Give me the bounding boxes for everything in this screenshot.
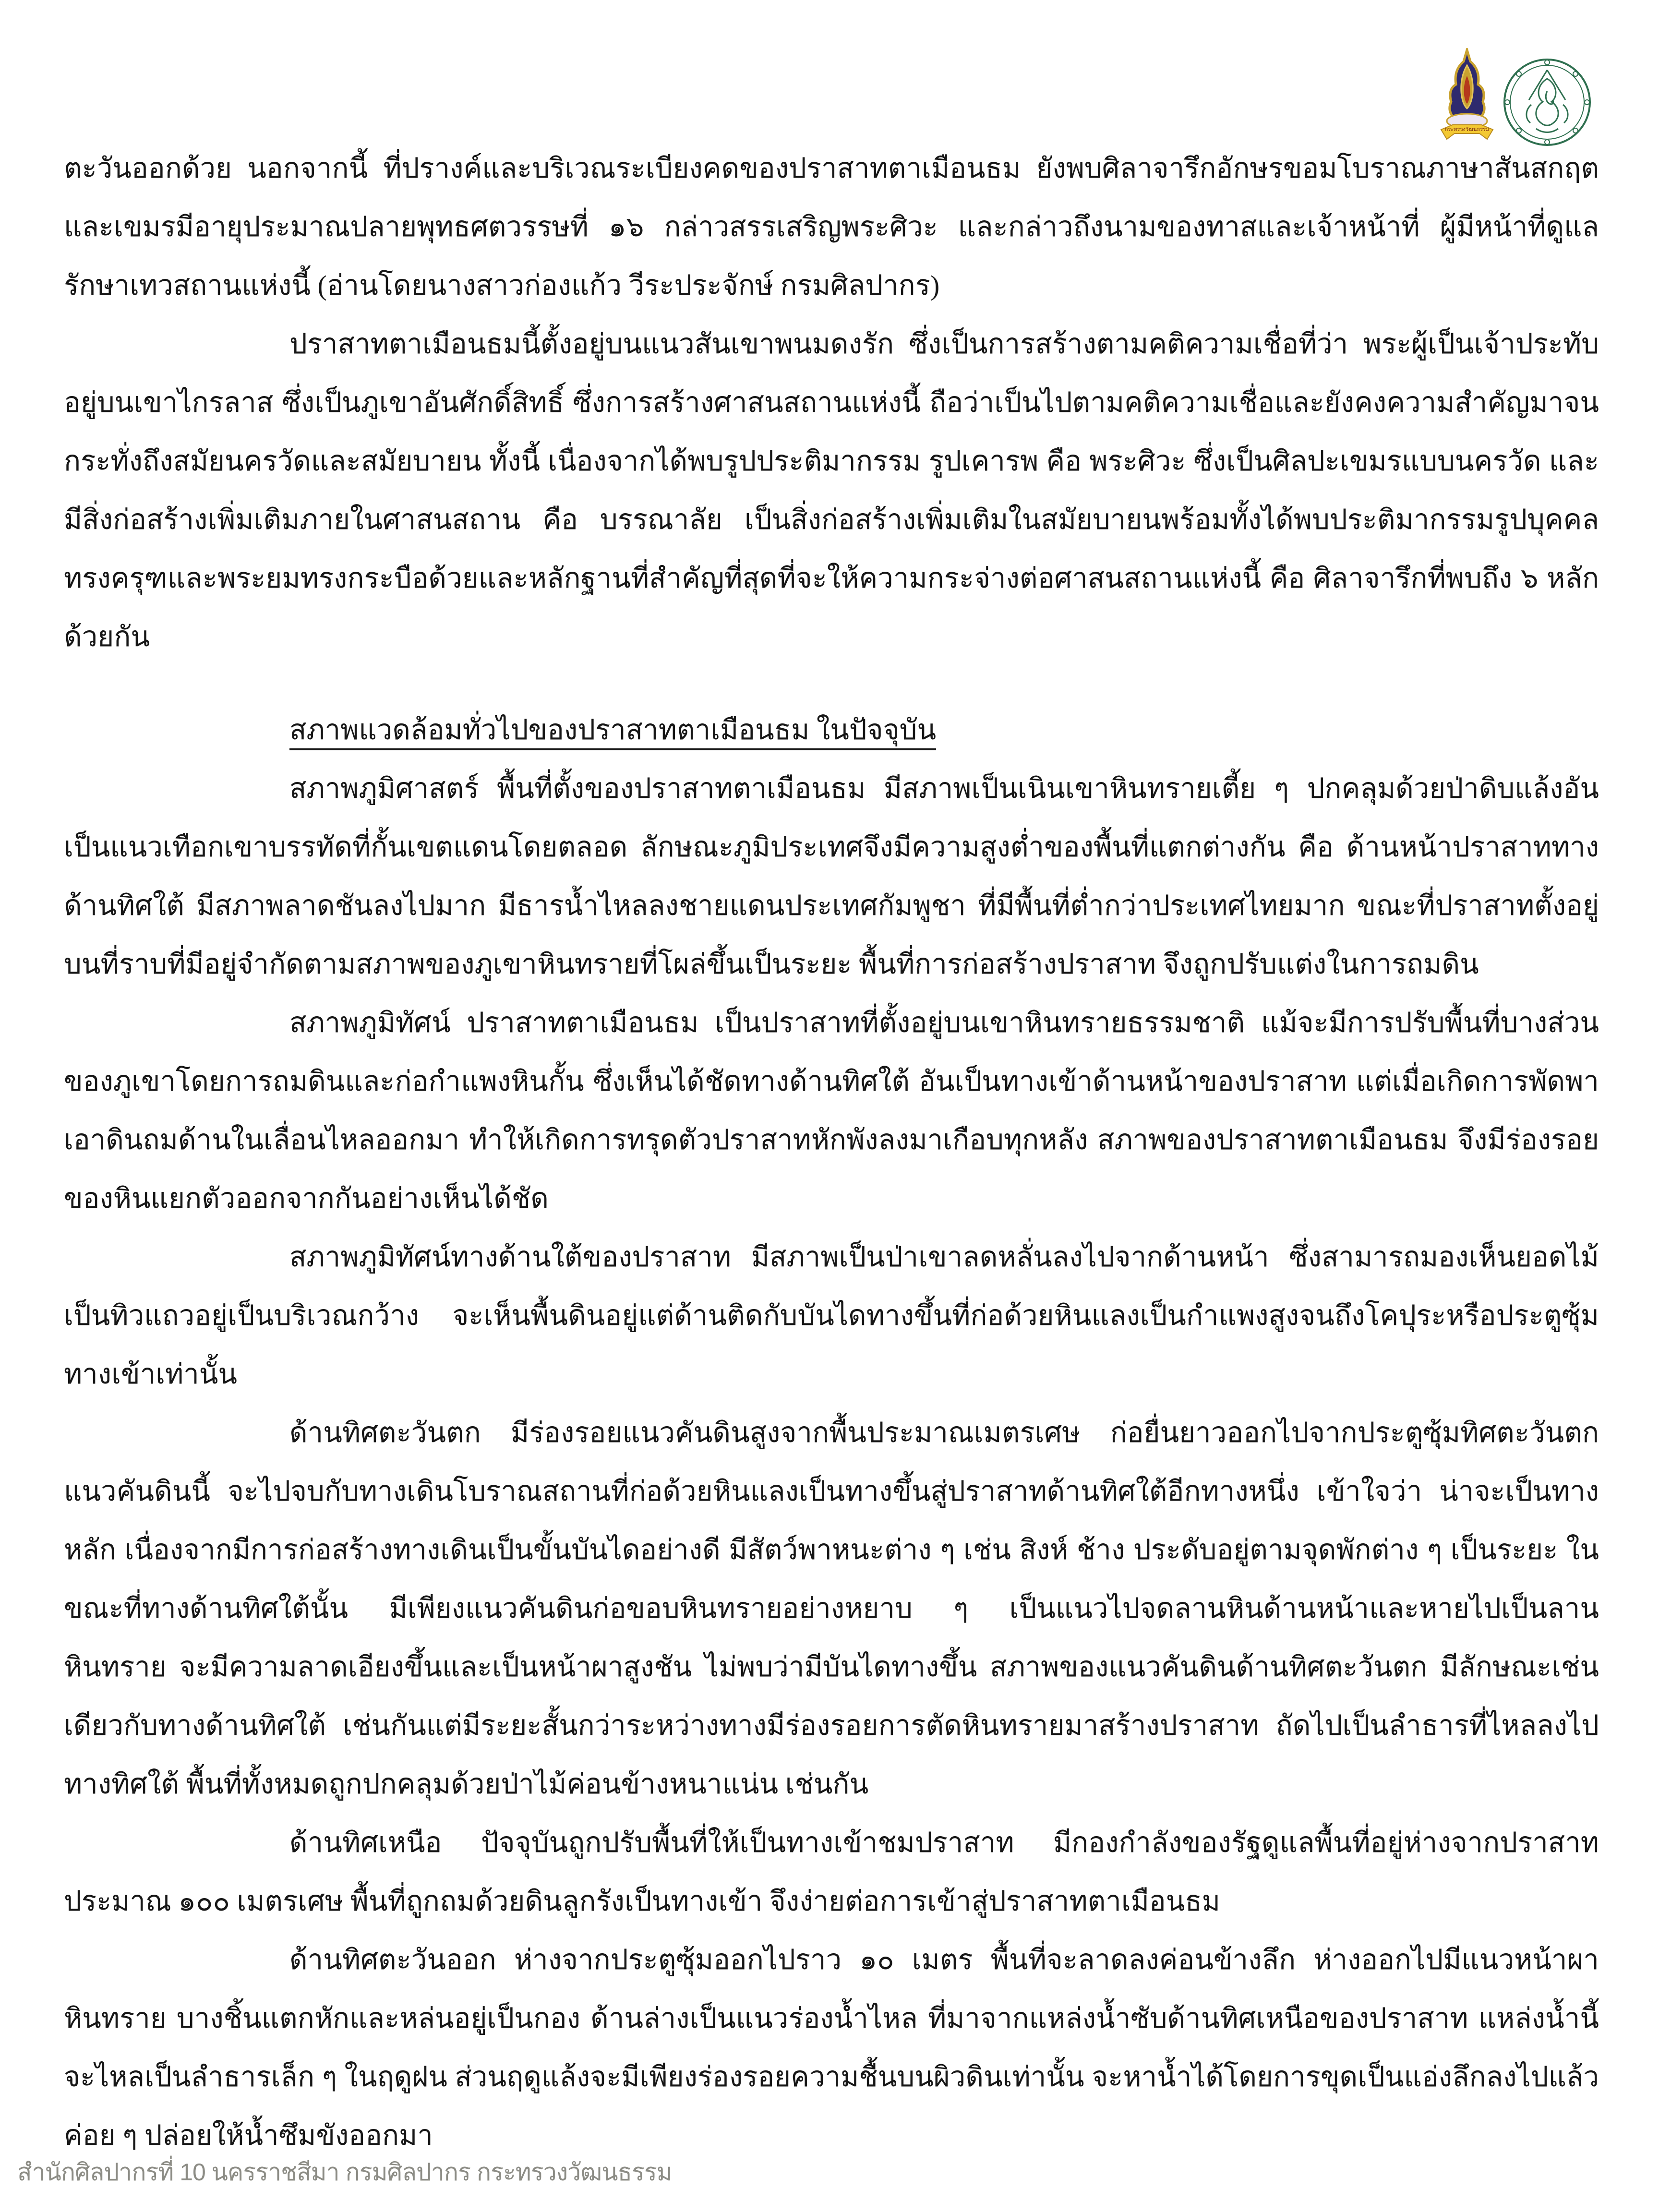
footer-text: สำนักศิลปากรที่ 10 นครราชสีมา กรมศิลปากร กระทรวงวัฒนธรรม — [17, 2159, 672, 2186]
paragraph: ด้านทิศเหนือ ปัจจุบันถูกปรับพื้นที่ให้เป็นทางเข้าชมปราสาท มีกองกำลังของรัฐดูแลพื้นที่อยู่ห่างจากปราสาทประมาณ ๑๐๐ เมตรเศษ พื้นที่ถูกถมด้วยดินลูกรังเป็นทางเข้า จึงง่ายต่อการเข้าสู่ปราสาทตาเมือนธม — [64, 1827, 1599, 1917]
fine-arts-department-seal-icon — [1503, 58, 1592, 147]
paragraph: สภาพภูมิศาสตร์ พื้นที่ตั้งของปราสาทตาเมือนธม มีสภาพเป็นเนินเขาหินทรายเตี้ย ๆ ปกคลุมด้วยป่าดิบแล้งอันเป็นแนวเทือกเขาบรรทัดที่กั้นเขตแดนโดยตลอด ลักษณะภูมิประเทศจึงมีความสูงต่ำของพื้นที่แตกต่างกัน คือ ด้านหน้าปราสาททางด้านทิศใต้ มีสภาพลาดชันลงไปมาก มีธารน้ำไหลลงชายแดนประเทศกัมพูชา ที่มีพื้นที่ต่ำกว่าประเทศไทยมาก ขณะที่ปราสาทตั้งอยู่บนที่ราบที่มีอยู่จำกัดตามสภาพของภูเขาหินทรายที่โผล่ขึ้นเป็นระยะ พื้นที่การก่อสร้างปราสาท จึงถูกปรับแต่งในการถมดิน — [64, 773, 1599, 980]
paragraph: สภาพภูมิทัศน์ ปราสาทตาเมือนธม เป็นปราสาทที่ตั้งอยู่บนเขาหินทรายธรรมชาติ แม้จะมีการปรับพื้นที่บางส่วนของภูเขาโดยการถมดินและก่อกำแพงหินกั้น ซึ่งเห็นได้ชัดทางด้านทิศใต้ อันเป็นทางเข้าด้านหน้าของปราสาท แต่เมื่อเกิดการพัดพาเอาดินถมด้านในเลื่อนไหลออกมา ทำให้เกิดการทรุดตัวปราสาทหักพังลงมาเกือบทุกหลัง สภาพของปราสาทตาเมือนธม จึงมีร่องรอยของหินแยกตัวออกจากกันอย่างเห็นได้ชัด — [64, 1007, 1599, 1214]
header-logos — [1438, 48, 1592, 147]
paragraph: ด้านทิศตะวันออก ห่างจากประตูซุ้มออกไปราว ๑๐ เมตร พื้นที่จะลาดลงค่อนข้างลึก ห่างออกไปมีแนวหน้าผาหินทราย บางชิ้นแตกหักและหล่นอยู่เป็นกอง ด้านล่างเป็นแนวร่องน้ำไหล ที่มาจากแหล่งน้ำซับด้านทิศเหนือของปราสาท แหล่งน้ำนี้จะไหลเป็นลำธารเล็ก ๆ ในฤดูฝน ส่วนฤดูแล้งจะมีเพียงร่องรอยความชื้นบนผิวดินเท่านั้น จะหาน้ำได้โดยการขุดเป็นแอ่งลึกลงไปแล้ว ค่อย ๆ ปล่อยให้น้ำซึมขังออกมา — [64, 1944, 1599, 2151]
paragraph: ปราสาทตาเมือนธมนี้ตั้งอยู่บนแนวสันเขาพนมดงรัก ซึ่งเป็นการสร้างตามคติความเชื่อที่ว่า พระผู้เป็นเจ้าประทับอยู่บนเขาไกรลาส ซึ่งเป็นภูเขาอันศักดิ์สิทธิ์ ซึ่งการสร้างศาสนสถานแห่งนี้ ถือว่าเป็นไปตามคติความเชื่อและยังคงความสำคัญมาจนกระทั่งถึงสมัยนครวัดและสมัยบายน ทั้งนี้ เนื่องจากได้พบรูปประติมากรรม รูปเคารพ คือ พระศิวะ ซึ่งเป็นศิลปะเขมรแบบนครวัด และมีสิ่งก่อสร้างเพิ่มเติมภายในศาสนสถาน คือ บรรณาลัย เป็นสิ่งก่อสร้างเพิ่มเติมในสมัยบายนพร้อมทั้งได้พบประติมากรรมรูปบุคคลทรงครุฑและพระยมทรงกระบือด้วยและหลักฐานที่สำคัญที่สุดที่จะให้ความกระจ่างต่อศาสนสถานแห่งนี้ คือ ศิลาจารึกที่พบถึง ๖ หลักด้วยกัน — [64, 328, 1599, 652]
ministry-of-culture-emblem-icon — [1438, 48, 1496, 147]
emblem-ribbon-label: กระทรวงวัฒนธรรม — [1444, 127, 1490, 132]
section-heading — [64, 701, 1599, 759]
paragraph: ตะวันออกด้วย นอกจากนี้ ที่ปรางค์และบริเวณระเบียงคดของปราสาทตาเมือนธม ยังพบศิลาจารึกอักษรขอมโบราณภาษาสันสกฤตและเขมรมีอายุประมาณปลายพุทธศตวรรษที่ ๑๖ กล่าวสรรเสริญพระศิวะ และกล่าวถึงนามของทาสและเจ้าหน้าที่ ผู้มีหน้าที่ดูแลรักษาเทวสถานแห่งนี้ (อ่านโดยนางสาวก่องแก้ว วีระประจักษ์ กรมศิลปากร) — [64, 153, 1599, 301]
section-heading-text: สภาพแวดล้อมทั่วไปของปราสาทตาเมือนธม ในปัจจุบัน — [289, 714, 936, 750]
paragraph: สภาพภูมิทัศน์ทางด้านใต้ของปราสาท มีสภาพเป็นป่าเขาลดหลั่นลงไปจากด้านหน้า ซึ่งสามารถมองเห็นยอดไม้เป็นทิวแถวอยู่เป็นบริเวณกว้าง จะเห็นพื้นดินอยู่แต่ด้านติดกับบันไดทางขึ้นที่ก่อด้วยหินแลงเป็นกำแพงสูงจนถึงโคปุระหรือประตูซุ้มทางเข้าเท่านั้น — [64, 1241, 1599, 1390]
paragraph: ด้านทิศตะวันตก มีร่องรอยแนวคันดินสูงจากพื้นประมาณเมตรเศษ ก่อยื่นยาวออกไปจากประตูซุ้มทิศตะวันตก แนวคันดินนี้ จะไปจบกับทางเดินโบราณสถานที่ก่อด้วยหินแลงเป็นทางขึ้นสู่ปราสาทด้านทิศใต้อีกทางหนึ่ง เข้าใจว่า น่าจะเป็นทางหลัก เนื่องจากมีการก่อสร้างทางเดินเป็นขั้นบันไดอย่างดี มีสัตว์พาหนะต่าง ๆ เช่น สิงห์ ช้าง ประดับอยู่ตามจุดพักต่าง ๆ เป็นระยะ ในขณะที่ทางด้านทิศใต้นั้น มีเพียงแนวคันดินก่อขอบหินทรายอย่างหยาบ ๆ เป็นแนวไปจดลานหินด้านหน้าและหายไปเป็นลานหินทราย จะมีความลาดเอียงขึ้นและเป็นหน้าผาสูงชัน ไม่พบว่ามีบันไดทางขึ้น สภาพของแนวคันดินด้านทิศตะวันตก มีลักษณะเช่นเดียวกับทางด้านทิศใต้ เช่นกันแต่มีระยะสั้นกว่าระหว่างทางมีร่องรอยการตัดหินทรายมาสร้างปราสาท ถัดไปเป็นลำธารที่ไหลลงไปทางทิศใต้ พื้นที่ทั้งหมดถูกปกคลุมด้วยป่าไม้ค่อนข้างหนาแน่น เช่นกัน — [64, 1417, 1599, 1800]
document-body — [64, 139, 1599, 2165]
